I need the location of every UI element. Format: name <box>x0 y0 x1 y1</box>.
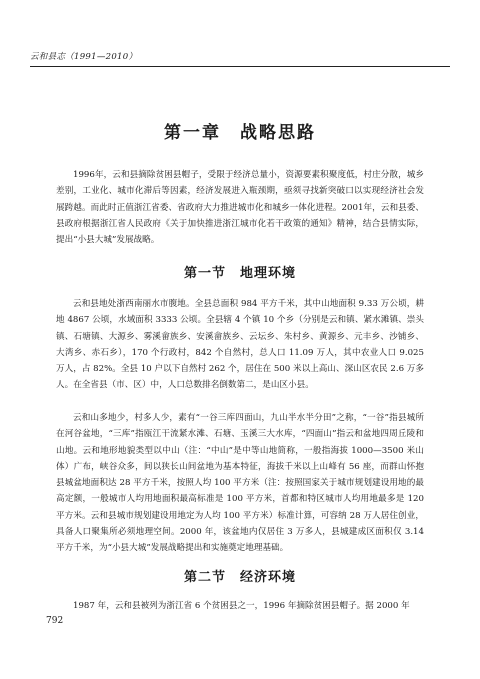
running-header: 云和县志（1991—2010） <box>30 52 138 62</box>
chapter-title: 第一章 战略思路 <box>164 123 316 143</box>
geography-paragraph-1: 云和县地处浙西南丽水市腹地。全县总面积 984 平方千米，其中山地面积 9.33 万公顷，耕地 4867 公顷，水域面积 3333 公顷。全县辖 4 个镇 10 个乡（分别是云和镇、紧水滩镇、崇头镇、石塘镇、大源乡、雾溪畲族乡、安溪畲族乡、云坛乡、朱村乡、黄源乡、元丰乡、沙铺乡、大湾乡、赤石乡），170 个行政村，842 个自然村，总人口 11.09 万人，其中农业人口 9.025 万人，占 82%。全县 10 户以下自然村 262 个，居住在 500 米以上高山、深山区农民 2.6 万多人。在全省县（市、区）中，人口总数排名倒数第二，是山区小县。 <box>56 299 424 391</box>
header-rule <box>30 66 450 67</box>
page-number: 792 <box>46 616 64 626</box>
section-title-economy: 第二节 经济环境 <box>183 570 296 585</box>
geography-paragraph-2: 云和山多地少，村多人少，素有“一谷三库四面山，九山半水半分田”之称，“一谷”指县城所在河谷盆地，“三库”指瓯江干流紧水滩、石塘、玉溪三大水库，“四面山”指云和盆地四周丘陵和山地。云和地形地貌类型以中山（注：“中山”是中等山地简称，一般指海拔 1000—3500 米山体）广布，峡谷众多，间以狭长山间盆地为基本特征，海拔千米以上山峰有 56 座，而群山怀抱县城盆地面积达 28 平方千米，按照人均 100 平方米（注：按照国家关于城市规划建设用地的最高定额，一般城市人均用地面积最高标准是 100 平方米，首都和特区城市人均用地最多是 120 平方米。云和县城市规划建设用地定为人均 100 平方米）标准计算，可容纳 28 万人居住创业，具备人口聚集所必须地理空间。2000 年，该盆地内仅居住 3 万多人，县城建成区面积仅 3.14 平方千米，为“小县大城”发展战略提出和实施奠定地理基础。 <box>56 413 424 554</box>
section-title-geography: 第一节 地理环境 <box>183 266 296 281</box>
intro-paragraph: 1996年，云和县摘除贫困县帽子，受限于经济总量小，资源要素积聚度低，村庄分散，城乡差别，工业化、城市化滞后等因素，经济发展进入瓶颈期，亟须寻找新突破口以实现经济社会发展跨越。而此时正值浙江省委、省政府大力推进城市化和城乡一体化进程。2001年，云和县委、县政府根据浙江省人民政府《关于加快推进浙江城市化若干政策的通知》精神，结合县情实际，提出“小县大城”发展战略。 <box>56 170 424 246</box>
economy-paragraph: 1987 年，云和县被列为浙江省 6 个贫困县之一，1996 年摘除贫困县帽子。据 2000 年 <box>73 601 410 611</box>
